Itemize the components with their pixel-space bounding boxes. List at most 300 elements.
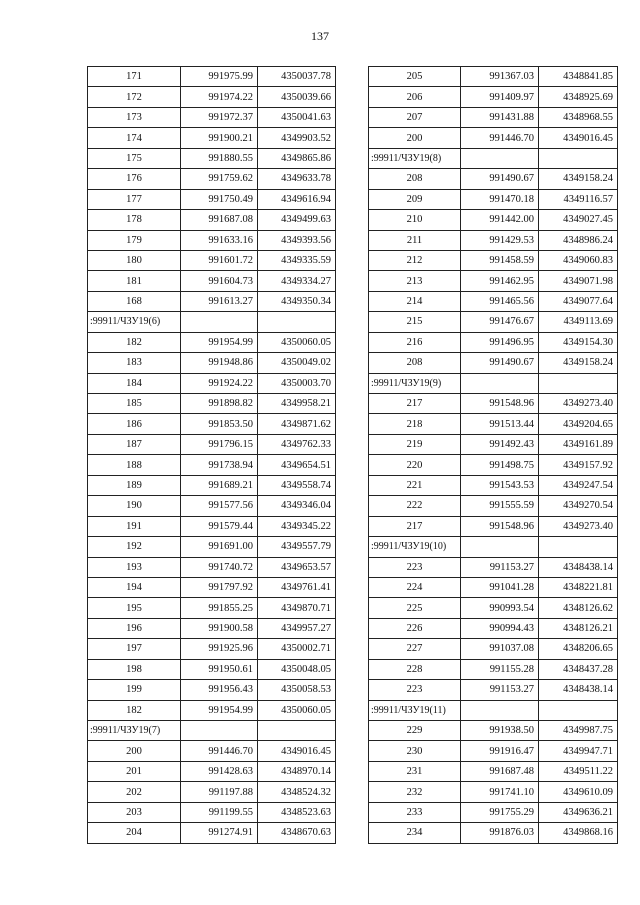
point-number-cell: 194: [88, 577, 181, 597]
x-coordinate-cell: [461, 373, 539, 393]
point-number-cell: 191: [88, 516, 181, 536]
table-row: [369, 823, 618, 843]
section-header-row: [369, 373, 618, 393]
point-number-cell: 202: [88, 782, 181, 802]
y-coordinate-cell: 4350003.70: [258, 373, 336, 393]
x-coordinate-cell: 991954.99: [181, 700, 258, 720]
y-coordinate-cell: 4349511.22: [539, 761, 618, 781]
table-row: [88, 291, 336, 311]
x-coordinate-cell: 991513.44: [461, 414, 539, 434]
x-coordinate-cell: 991604.73: [181, 271, 258, 291]
y-coordinate-cell: 4348221.81: [539, 577, 618, 597]
x-coordinate-cell: 991409.97: [461, 87, 539, 107]
coordinates-table-right: [368, 66, 618, 844]
y-coordinate-cell: 4349273.40: [539, 516, 618, 536]
point-number-cell: 229: [369, 721, 461, 741]
point-number-cell: 207: [369, 107, 461, 127]
y-coordinate-cell: 4349161.89: [539, 434, 618, 454]
table-row: [88, 434, 336, 454]
x-coordinate-cell: 991446.70: [181, 741, 258, 761]
x-coordinate-cell: 991938.50: [461, 721, 539, 741]
point-number-cell: 182: [88, 700, 181, 720]
parcel-id-cell: :99911/ЧЗУ19(11): [369, 700, 461, 720]
point-number-cell: 227: [369, 639, 461, 659]
y-coordinate-cell: 4349027.45: [539, 210, 618, 230]
table-row: [88, 516, 336, 536]
x-coordinate-cell: 991446.70: [461, 128, 539, 148]
table-row: [369, 414, 618, 434]
y-coordinate-cell: 4349762.33: [258, 434, 336, 454]
table-row: [88, 148, 336, 168]
table-row: [88, 680, 336, 700]
x-coordinate-cell: 991755.29: [461, 802, 539, 822]
table-row: [369, 577, 618, 597]
x-coordinate-cell: 990993.54: [461, 598, 539, 618]
table-row: [88, 455, 336, 475]
table-row: [369, 741, 618, 761]
x-coordinate-cell: 991496.95: [461, 332, 539, 352]
x-coordinate-cell: 991900.21: [181, 128, 258, 148]
x-coordinate-cell: 991925.96: [181, 639, 258, 659]
point-number-cell: 218: [369, 414, 461, 434]
point-number-cell: 184: [88, 373, 181, 393]
x-coordinate-cell: 991880.55: [181, 148, 258, 168]
y-coordinate-cell: 4349346.04: [258, 496, 336, 516]
x-coordinate-cell: 991633.16: [181, 230, 258, 250]
x-coordinate-cell: 991462.95: [461, 271, 539, 291]
table-row: [369, 659, 618, 679]
y-coordinate-cell: 4349071.98: [539, 271, 618, 291]
x-coordinate-cell: 991498.75: [461, 455, 539, 475]
x-coordinate-cell: 991490.67: [461, 169, 539, 189]
table-row: [369, 353, 618, 373]
table-row: [88, 189, 336, 209]
table-row: [88, 169, 336, 189]
x-coordinate-cell: 991153.27: [461, 680, 539, 700]
y-coordinate-cell: 4348523.63: [258, 802, 336, 822]
y-coordinate-cell: 4350039.66: [258, 87, 336, 107]
y-coordinate-cell: 4349154.30: [539, 332, 618, 352]
point-number-cell: 220: [369, 455, 461, 475]
x-coordinate-cell: 991898.82: [181, 394, 258, 414]
point-number-cell: 174: [88, 128, 181, 148]
x-coordinate-cell: 991555.59: [461, 496, 539, 516]
table-row: [369, 271, 618, 291]
table-row: [369, 598, 618, 618]
point-number-cell: 201: [88, 761, 181, 781]
table-row: [88, 598, 336, 618]
point-number-cell: 210: [369, 210, 461, 230]
y-coordinate-cell: 4349865.86: [258, 148, 336, 168]
table-row: [88, 67, 336, 87]
y-coordinate-cell: 4349903.52: [258, 128, 336, 148]
y-coordinate-cell: [258, 721, 336, 741]
point-number-cell: 185: [88, 394, 181, 414]
y-coordinate-cell: 4348438.14: [539, 557, 618, 577]
table-row: [369, 496, 618, 516]
y-coordinate-cell: 4348437.28: [539, 659, 618, 679]
y-coordinate-cell: 4350037.78: [258, 67, 336, 87]
x-coordinate-cell: 991367.03: [461, 67, 539, 87]
table-row: [88, 210, 336, 230]
y-coordinate-cell: 4349557.79: [258, 537, 336, 557]
point-number-cell: 182: [88, 332, 181, 352]
y-coordinate-cell: 4349616.94: [258, 189, 336, 209]
point-number-cell: 193: [88, 557, 181, 577]
y-coordinate-cell: 4349393.56: [258, 230, 336, 250]
point-number-cell: 215: [369, 312, 461, 332]
y-coordinate-cell: 4349077.64: [539, 291, 618, 311]
table-row: [88, 618, 336, 638]
y-coordinate-cell: 4349016.45: [258, 741, 336, 761]
x-coordinate-cell: 991613.27: [181, 291, 258, 311]
y-coordinate-cell: [539, 373, 618, 393]
y-coordinate-cell: 4350049.02: [258, 353, 336, 373]
table-row: [88, 557, 336, 577]
table-row: [88, 741, 336, 761]
y-coordinate-cell: [539, 700, 618, 720]
y-coordinate-cell: 4349270.54: [539, 496, 618, 516]
y-coordinate-cell: 4349958.21: [258, 394, 336, 414]
x-coordinate-cell: [181, 312, 258, 332]
x-coordinate-cell: 991900.58: [181, 618, 258, 638]
x-coordinate-cell: 991543.53: [461, 475, 539, 495]
table-row: [88, 537, 336, 557]
y-coordinate-cell: 4349157.92: [539, 455, 618, 475]
point-number-cell: 216: [369, 332, 461, 352]
point-number-cell: 168: [88, 291, 181, 311]
table-row: [369, 761, 618, 781]
y-coordinate-cell: 4349116.57: [539, 189, 618, 209]
table-row: [369, 680, 618, 700]
point-number-cell: 211: [369, 230, 461, 250]
x-coordinate-cell: 991548.96: [461, 516, 539, 536]
y-coordinate-cell: 4348841.85: [539, 67, 618, 87]
point-number-cell: 228: [369, 659, 461, 679]
y-coordinate-cell: 4349158.24: [539, 353, 618, 373]
x-coordinate-cell: 991738.94: [181, 455, 258, 475]
y-coordinate-cell: 4348970.14: [258, 761, 336, 781]
table-row: [88, 332, 336, 352]
table-row: [88, 271, 336, 291]
point-number-cell: 226: [369, 618, 461, 638]
y-coordinate-cell: 4349653.57: [258, 557, 336, 577]
point-number-cell: 212: [369, 250, 461, 270]
table-row: [88, 639, 336, 659]
x-coordinate-cell: 991954.99: [181, 332, 258, 352]
x-coordinate-cell: 991974.22: [181, 87, 258, 107]
y-coordinate-cell: 4348670.63: [258, 823, 336, 843]
y-coordinate-cell: 4348438.14: [539, 680, 618, 700]
y-coordinate-cell: 4350060.05: [258, 332, 336, 352]
x-coordinate-cell: 991429.53: [461, 230, 539, 250]
table-row: [369, 618, 618, 638]
x-coordinate-cell: 991741.10: [461, 782, 539, 802]
parcel-id-cell: :99911/ЧЗУ19(9): [369, 373, 461, 393]
point-number-cell: 200: [88, 741, 181, 761]
x-coordinate-cell: 991041.28: [461, 577, 539, 597]
point-number-cell: 232: [369, 782, 461, 802]
x-coordinate-cell: 991796.15: [181, 434, 258, 454]
x-coordinate-cell: 991197.88: [181, 782, 258, 802]
y-coordinate-cell: 4349957.27: [258, 618, 336, 638]
x-coordinate-cell: 991490.67: [461, 353, 539, 373]
y-coordinate-cell: 4349633.78: [258, 169, 336, 189]
table-row: [369, 189, 618, 209]
section-header-row: [88, 312, 336, 332]
x-coordinate-cell: 991689.21: [181, 475, 258, 495]
x-coordinate-cell: 991601.72: [181, 250, 258, 270]
table-row: [88, 373, 336, 393]
point-number-cell: 197: [88, 639, 181, 659]
point-number-cell: 199: [88, 680, 181, 700]
y-coordinate-cell: 4349947.71: [539, 741, 618, 761]
table-row: [369, 802, 618, 822]
point-number-cell: 222: [369, 496, 461, 516]
y-coordinate-cell: [258, 312, 336, 332]
point-number-cell: 208: [369, 169, 461, 189]
table-row: [369, 639, 618, 659]
x-coordinate-cell: 991548.96: [461, 394, 539, 414]
y-coordinate-cell: 4349636.21: [539, 802, 618, 822]
point-number-cell: 230: [369, 741, 461, 761]
y-coordinate-cell: 4348126.62: [539, 598, 618, 618]
x-coordinate-cell: 991950.61: [181, 659, 258, 679]
x-coordinate-cell: 991470.18: [461, 189, 539, 209]
point-number-cell: 204: [88, 823, 181, 843]
x-coordinate-cell: 991797.92: [181, 577, 258, 597]
point-number-cell: 180: [88, 250, 181, 270]
x-coordinate-cell: 991579.44: [181, 516, 258, 536]
x-coordinate-cell: 991442.00: [461, 210, 539, 230]
point-number-cell: 188: [88, 455, 181, 475]
section-header-row: [88, 721, 336, 741]
y-coordinate-cell: 4349987.75: [539, 721, 618, 741]
table-row: [369, 230, 618, 250]
y-coordinate-cell: 4349345.22: [258, 516, 336, 536]
table-row: [88, 496, 336, 516]
x-coordinate-cell: 991956.43: [181, 680, 258, 700]
table-row: [88, 761, 336, 781]
point-number-cell: 206: [369, 87, 461, 107]
x-coordinate-cell: 991750.49: [181, 189, 258, 209]
y-coordinate-cell: 4349610.09: [539, 782, 618, 802]
point-number-cell: 223: [369, 680, 461, 700]
table-row: [88, 128, 336, 148]
point-number-cell: 221: [369, 475, 461, 495]
x-coordinate-cell: 991687.08: [181, 210, 258, 230]
x-coordinate-cell: [461, 148, 539, 168]
y-coordinate-cell: [539, 537, 618, 557]
x-coordinate-cell: 991876.03: [461, 823, 539, 843]
point-number-cell: 203: [88, 802, 181, 822]
point-number-cell: 233: [369, 802, 461, 822]
point-number-cell: 224: [369, 577, 461, 597]
table-row: [88, 230, 336, 250]
table-row: [88, 577, 336, 597]
table-row: [369, 67, 618, 87]
x-coordinate-cell: 991855.25: [181, 598, 258, 618]
y-coordinate-cell: 4350060.05: [258, 700, 336, 720]
table-row: [88, 353, 336, 373]
y-coordinate-cell: 4349273.40: [539, 394, 618, 414]
x-coordinate-cell: 991577.56: [181, 496, 258, 516]
y-coordinate-cell: 4349350.34: [258, 291, 336, 311]
table-row: [88, 394, 336, 414]
x-coordinate-cell: 990994.43: [461, 618, 539, 638]
x-coordinate-cell: 991465.56: [461, 291, 539, 311]
y-coordinate-cell: 4349871.62: [258, 414, 336, 434]
table-row: [369, 455, 618, 475]
table-row: [88, 659, 336, 679]
y-coordinate-cell: 4350058.53: [258, 680, 336, 700]
table-row: [88, 782, 336, 802]
y-coordinate-cell: 4349016.45: [539, 128, 618, 148]
table-row: [88, 802, 336, 822]
point-number-cell: 175: [88, 148, 181, 168]
x-coordinate-cell: 991037.08: [461, 639, 539, 659]
point-number-cell: 208: [369, 353, 461, 373]
table-row: [88, 87, 336, 107]
table-row: [369, 782, 618, 802]
point-number-cell: 219: [369, 434, 461, 454]
y-coordinate-cell: 4348126.21: [539, 618, 618, 638]
y-coordinate-cell: 4349334.27: [258, 271, 336, 291]
x-coordinate-cell: 991759.62: [181, 169, 258, 189]
table-row: [369, 516, 618, 536]
table-row: [369, 434, 618, 454]
point-number-cell: 179: [88, 230, 181, 250]
y-coordinate-cell: [539, 148, 618, 168]
section-header-row: [369, 537, 618, 557]
point-number-cell: 176: [88, 169, 181, 189]
y-coordinate-cell: 4349158.24: [539, 169, 618, 189]
point-number-cell: 195: [88, 598, 181, 618]
x-coordinate-cell: 991431.88: [461, 107, 539, 127]
x-coordinate-cell: 991458.59: [461, 250, 539, 270]
x-coordinate-cell: 991274.91: [181, 823, 258, 843]
point-number-cell: 190: [88, 496, 181, 516]
y-coordinate-cell: 4349558.74: [258, 475, 336, 495]
parcel-id-cell: :99911/ЧЗУ19(10): [369, 537, 461, 557]
section-header-row: [369, 148, 618, 168]
y-coordinate-cell: 4349113.69: [539, 312, 618, 332]
x-coordinate-cell: 991687.48: [461, 761, 539, 781]
x-coordinate-cell: 991916.47: [461, 741, 539, 761]
table-row: [369, 87, 618, 107]
y-coordinate-cell: 4349204.65: [539, 414, 618, 434]
table-row: [369, 291, 618, 311]
point-number-cell: 234: [369, 823, 461, 843]
y-coordinate-cell: 4348524.32: [258, 782, 336, 802]
table-row: [369, 107, 618, 127]
point-number-cell: 223: [369, 557, 461, 577]
y-coordinate-cell: 4350041.63: [258, 107, 336, 127]
point-number-cell: 200: [369, 128, 461, 148]
y-coordinate-cell: 4349761.41: [258, 577, 336, 597]
page-number: 137: [311, 29, 329, 43]
point-number-cell: 214: [369, 291, 461, 311]
x-coordinate-cell: 991691.00: [181, 537, 258, 557]
table-row: [88, 250, 336, 270]
x-coordinate-cell: 991428.63: [181, 761, 258, 781]
x-coordinate-cell: 991153.27: [461, 557, 539, 577]
point-number-cell: 183: [88, 353, 181, 373]
x-coordinate-cell: 991199.55: [181, 802, 258, 822]
x-coordinate-cell: 991492.43: [461, 434, 539, 454]
point-number-cell: 209: [369, 189, 461, 209]
x-coordinate-cell: 991476.67: [461, 312, 539, 332]
x-coordinate-cell: 991853.50: [181, 414, 258, 434]
point-number-cell: 173: [88, 107, 181, 127]
point-number-cell: 213: [369, 271, 461, 291]
x-coordinate-cell: 991155.28: [461, 659, 539, 679]
y-coordinate-cell: 4349870.71: [258, 598, 336, 618]
x-coordinate-cell: [461, 537, 539, 557]
x-coordinate-cell: 991740.72: [181, 557, 258, 577]
point-number-cell: 217: [369, 394, 461, 414]
section-header-row: [369, 700, 618, 720]
y-coordinate-cell: 4349654.51: [258, 455, 336, 475]
x-coordinate-cell: 991924.22: [181, 373, 258, 393]
y-coordinate-cell: 4349868.16: [539, 823, 618, 843]
table-row: [369, 128, 618, 148]
table-row: [369, 210, 618, 230]
x-coordinate-cell: 991975.99: [181, 67, 258, 87]
point-number-cell: 189: [88, 475, 181, 495]
y-coordinate-cell: 4348986.24: [539, 230, 618, 250]
parcel-id-cell: :99911/ЧЗУ19(6): [88, 312, 181, 332]
table-row: [369, 312, 618, 332]
parcel-id-cell: :99911/ЧЗУ19(7): [88, 721, 181, 741]
y-coordinate-cell: 4350048.05: [258, 659, 336, 679]
table-row: [369, 475, 618, 495]
point-number-cell: 186: [88, 414, 181, 434]
y-coordinate-cell: 4349335.59: [258, 250, 336, 270]
x-coordinate-cell: [181, 721, 258, 741]
y-coordinate-cell: 4349060.83: [539, 250, 618, 270]
point-number-cell: 231: [369, 761, 461, 781]
y-coordinate-cell: 4348968.55: [539, 107, 618, 127]
point-number-cell: 177: [88, 189, 181, 209]
x-coordinate-cell: 991972.37: [181, 107, 258, 127]
y-coordinate-cell: 4348206.65: [539, 639, 618, 659]
point-number-cell: 187: [88, 434, 181, 454]
point-number-cell: 205: [369, 67, 461, 87]
table-row: [88, 475, 336, 495]
table-row: [88, 700, 336, 720]
table-row: [369, 721, 618, 741]
table-row: [88, 414, 336, 434]
table-row: [369, 169, 618, 189]
y-coordinate-cell: 4348925.69: [539, 87, 618, 107]
point-number-cell: 192: [88, 537, 181, 557]
x-coordinate-cell: 991948.86: [181, 353, 258, 373]
table-row: [88, 823, 336, 843]
point-number-cell: 196: [88, 618, 181, 638]
table-row: [369, 332, 618, 352]
point-number-cell: 217: [369, 516, 461, 536]
point-number-cell: 171: [88, 67, 181, 87]
table-row: [369, 394, 618, 414]
y-coordinate-cell: 4349499.63: [258, 210, 336, 230]
table-row: [88, 107, 336, 127]
y-coordinate-cell: 4350002.71: [258, 639, 336, 659]
point-number-cell: 225: [369, 598, 461, 618]
point-number-cell: 198: [88, 659, 181, 679]
x-coordinate-cell: [461, 700, 539, 720]
coordinates-table-left: [87, 66, 336, 844]
